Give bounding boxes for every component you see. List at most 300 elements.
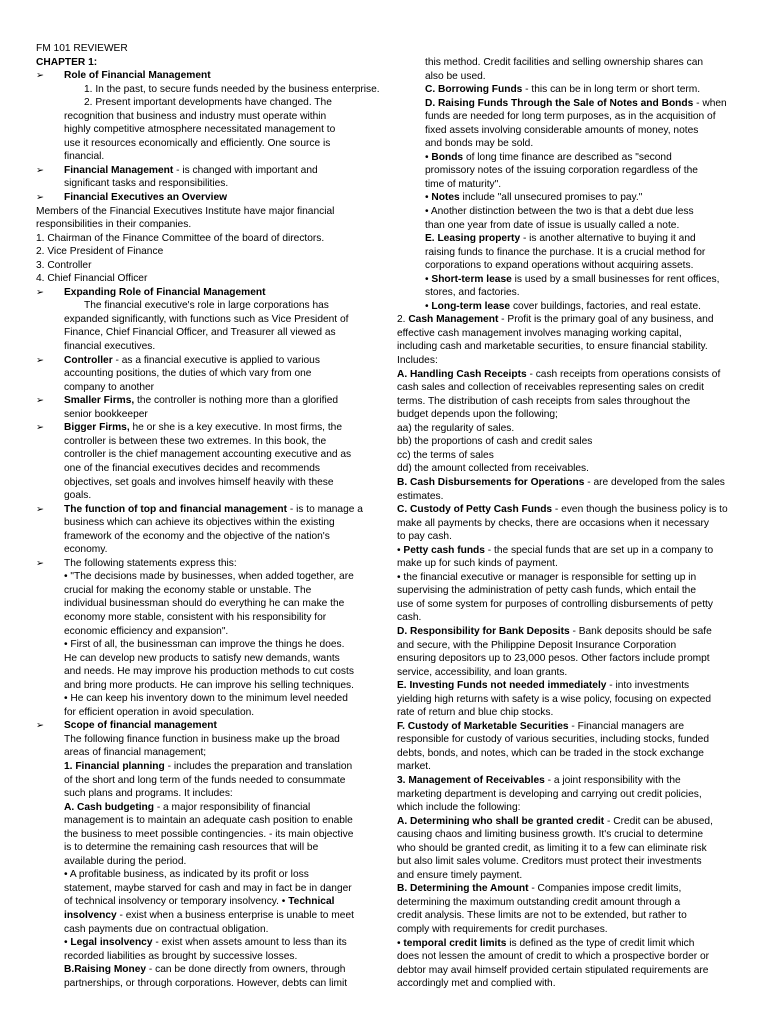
- text-run: for efficient operation in avoid speculation.: [64, 706, 255, 718]
- text-run: framework of the economy and the objective of the nation's: [64, 530, 330, 542]
- text-run: Members of the Financial Executives Institute have major financial: [36, 205, 335, 217]
- text-run: areas of financial management;: [64, 747, 207, 759]
- text-line: [397, 625, 733, 639]
- text-run: - into investments: [606, 680, 690, 692]
- text-line: [36, 150, 388, 164]
- text-line: [397, 679, 733, 693]
- text-run: but also limit sales volume. Creditors must protect their investments: [397, 856, 702, 868]
- text-run: this method. Credit facilities and selling ownership shares can: [425, 57, 704, 68]
- text-run: •: [397, 937, 404, 949]
- bullet-line: [36, 557, 388, 571]
- text-line: [397, 273, 733, 287]
- text-run: - Companies impose credit limits,: [528, 883, 682, 895]
- text-line: [36, 909, 388, 923]
- text-line: [397, 693, 733, 707]
- text-line: [397, 639, 733, 653]
- text-line: [397, 788, 733, 802]
- text-line: [397, 747, 733, 761]
- text-run: - a major responsibility of financial: [154, 801, 311, 813]
- text-line: [36, 584, 388, 598]
- text-run: does not lessen the amount of credit to which a prospective border or: [397, 951, 710, 963]
- text-run: 4. Chief Financial Officer: [36, 273, 148, 285]
- text-run: - cash receipts from operations consists of: [526, 368, 721, 380]
- text-line: [36, 96, 388, 110]
- text-run: •: [64, 937, 71, 949]
- text-line: [36, 177, 388, 191]
- text-run: •: [425, 273, 432, 285]
- bold-term: Short-term lease: [431, 273, 512, 285]
- text-run: financial executives.: [64, 341, 156, 353]
- text-run: - can be done directly from owners, through: [146, 964, 346, 976]
- text-run: use of some system for purposes of controlling disbursements of petty: [397, 598, 713, 610]
- text-run: objectives, set goals and involves himself heavily with these: [64, 476, 334, 488]
- text-line: [36, 652, 388, 666]
- text-line: [36, 340, 388, 354]
- text-line: [397, 476, 733, 490]
- text-line: [397, 977, 733, 991]
- text-run: who should be granted credit, as limiting it to a few can eliminate risk: [397, 842, 707, 854]
- text-line: [397, 449, 733, 463]
- text-run: including cash and marketable securities, to ensure financial stability.: [397, 341, 708, 353]
- text-line: [36, 205, 388, 219]
- bullet-line: [36, 69, 388, 83]
- text-line: [397, 124, 733, 138]
- text-run: - the special funds that are set up in a company to: [484, 544, 714, 556]
- bold-term: temporal credit limits: [403, 937, 507, 949]
- text-run: fixed assets involving considerable amounts of money, notes: [425, 124, 699, 136]
- text-run: service, accessibility, and loan grants.: [397, 666, 568, 678]
- bold-term: Smaller Firms,: [64, 395, 135, 407]
- text-run: •: [397, 544, 404, 556]
- text-run: of the short and long term of the funds needed to consummate: [64, 774, 346, 786]
- bold-term: A. Handling Cash Receipts: [397, 368, 527, 380]
- text-line: [397, 340, 733, 354]
- text-line: [397, 666, 733, 680]
- text-run: partnerships, or through corporations. However, debts can limit: [64, 977, 348, 989]
- right-column-body: [397, 56, 733, 991]
- text-line: [397, 178, 733, 192]
- text-line: [36, 137, 388, 151]
- text-run: use it resources economically and efficiently. One source is: [64, 137, 331, 149]
- text-run: - Profit is the primary goal of any business, and: [498, 314, 714, 326]
- text-run: recorded liabilities as brought by successive losses.: [64, 950, 298, 962]
- text-line: [397, 151, 733, 165]
- text-run: than one year from date of issue is usually called a note.: [425, 219, 680, 231]
- text-line: [397, 815, 733, 829]
- text-run: cash.: [397, 612, 422, 624]
- text-line: [397, 774, 733, 788]
- text-line: [397, 611, 733, 625]
- text-run: financial.: [64, 151, 105, 163]
- text-run: accordingly met and complied with.: [397, 978, 556, 990]
- text-line: [397, 219, 733, 233]
- text-line: [36, 597, 388, 611]
- text-run: 3. Controller: [36, 259, 92, 271]
- bullet-line: [36, 286, 388, 300]
- text-run: cover buildings, factories, and real estate.: [510, 300, 701, 312]
- text-line: [397, 164, 733, 178]
- text-run: estimates.: [397, 490, 444, 502]
- text-run: dd) the amount collected from receivables.: [397, 463, 589, 475]
- text-line: [397, 408, 733, 422]
- text-run: credit analysis. These limits are not to be extended, but rather to: [397, 910, 687, 922]
- text-line: [36, 123, 388, 137]
- text-line: [397, 327, 733, 341]
- text-run: - are developed from the sales: [584, 476, 725, 488]
- text-line: [36, 259, 388, 273]
- text-line: [397, 191, 733, 205]
- text-line: [36, 679, 388, 693]
- text-run: management is to maintain an adequate cash position to enable: [64, 815, 353, 827]
- text-run: • He can keep his inventory down to the minimum level needed: [64, 693, 348, 705]
- text-line: [397, 733, 733, 747]
- text-run: - even though the business policy is to: [552, 504, 728, 516]
- text-run: - includes the preparation and translation: [164, 760, 353, 772]
- text-line: [36, 692, 388, 706]
- text-line: [397, 381, 733, 395]
- text-run: rate of return and blue chip stocks.: [397, 707, 554, 719]
- bold-term: Technical: [288, 896, 335, 908]
- text-line: [36, 516, 388, 530]
- text-run: - as a financial executive is applied to various: [112, 354, 320, 366]
- text-run: - exist when assets amount to less than its: [152, 937, 347, 949]
- text-run: 1. Chairman of the Finance Committee of the board of directors.: [36, 232, 325, 244]
- arrow-bullet-icon: ➢: [36, 70, 44, 82]
- bold-term: Controller: [64, 354, 113, 366]
- text-line: [36, 530, 388, 544]
- bold-term: D. Raising Funds Through the Sale of Notes and Bonds: [425, 97, 694, 109]
- text-run: recognition that business and industry must operate within: [64, 110, 327, 122]
- text-line: [36, 841, 388, 855]
- arrow-bullet-icon: ➢: [36, 503, 44, 515]
- text-line: [397, 462, 733, 476]
- text-run: and needs. He may improve his production methods to cut costs: [64, 666, 354, 678]
- text-run: - when: [693, 97, 727, 109]
- text-line: [36, 774, 388, 788]
- arrow-bullet-icon: ➢: [36, 286, 44, 298]
- text-run: determining the maximum outstanding credit amount through a: [397, 896, 681, 908]
- bold-term: Scope of financial management: [64, 720, 217, 732]
- bold-term: 1. Financial planning: [64, 760, 165, 772]
- text-run: the business to meet possible contingencies. - its main objective: [64, 828, 354, 840]
- text-run: market.: [397, 761, 431, 773]
- text-run: 2.: [397, 314, 409, 326]
- text-line: [36, 110, 388, 124]
- text-line: [36, 814, 388, 828]
- text-line: [36, 923, 388, 937]
- bullet-line: [36, 354, 388, 368]
- text-run: cash payments due on contractual obligation.: [64, 923, 269, 935]
- chapter-heading: CHAPTER 1:: [36, 56, 98, 68]
- text-line: [397, 313, 733, 327]
- arrow-bullet-icon: ➢: [36, 720, 44, 732]
- text-run: economy more stable, consistent with his responsibility for: [64, 611, 327, 623]
- text-run: significant tasks and responsibilities.: [64, 178, 229, 190]
- text-run: controller is between these two extremes. In this book, the: [64, 435, 327, 447]
- text-run: responsibilities in their companies.: [36, 219, 192, 231]
- bullet-line: [36, 394, 388, 408]
- text-run: • the financial executive or manager is responsible for setting up in: [397, 571, 697, 583]
- text-line: [397, 286, 733, 300]
- text-line: [36, 733, 388, 747]
- text-run: also be used.: [425, 70, 486, 82]
- text-line: [397, 801, 733, 815]
- text-line: [36, 746, 388, 760]
- bold-term: insolvency: [64, 910, 117, 921]
- text-line: [397, 56, 733, 70]
- text-line: [36, 232, 388, 246]
- text-line: [397, 896, 733, 910]
- bold-term: Financial Management: [64, 164, 174, 176]
- text-run: cc) the terms of sales: [397, 449, 494, 461]
- bold-term: A. Cash budgeting: [64, 801, 154, 813]
- text-run: - a joint responsibility with the: [544, 774, 681, 786]
- bold-term: Financial Executives an Overview: [64, 192, 228, 204]
- text-run: - Bank deposits should be safe: [569, 625, 712, 637]
- text-line: [36, 787, 388, 801]
- text-line: [397, 760, 733, 774]
- text-line: [397, 300, 733, 314]
- bold-term: Role of Financial Management: [64, 70, 211, 82]
- text-line: [36, 326, 388, 340]
- text-line: [36, 83, 388, 97]
- text-run: • "The decisions made by businesses, when added together, are: [64, 571, 354, 583]
- text-line: [36, 936, 388, 950]
- text-run: goals.: [64, 490, 92, 502]
- text-run: expanded significantly, with functions such as Vice President of: [64, 313, 349, 325]
- bold-term: C. Borrowing Funds: [425, 84, 523, 96]
- text-run: budget depends upon the following;: [397, 409, 558, 421]
- text-line: [397, 83, 733, 97]
- text-run: effective cash management involves managing working capital,: [397, 327, 682, 339]
- bold-term: Long-term lease: [431, 300, 511, 312]
- text-line: [36, 543, 388, 557]
- bold-term: Bonds: [431, 151, 464, 163]
- text-run: • Another distinction between the two is that a debt due less: [425, 206, 694, 218]
- text-line: [397, 720, 733, 734]
- text-line: [36, 299, 388, 313]
- text-run: individual businessman should do everything he can make the: [64, 598, 345, 610]
- left-column: [36, 42, 388, 990]
- text-line: [36, 367, 388, 381]
- text-run: Finance, Chief Financial Officer, and Treasurer all viewed as: [64, 327, 336, 339]
- text-run: yielding high returns with safety is a wise policy, focusing on expected: [397, 693, 712, 705]
- text-line: [36, 272, 388, 286]
- text-line: [36, 625, 388, 639]
- text-line: [397, 923, 733, 937]
- text-run: such plans and programs. It includes:: [64, 788, 233, 800]
- text-line: [36, 408, 388, 422]
- bold-term: E. Leasing property: [425, 233, 521, 245]
- text-line: [36, 462, 388, 476]
- text-line: [397, 232, 733, 246]
- text-run: The financial executive's role in large corporations has: [84, 300, 329, 312]
- text-line: [36, 801, 388, 815]
- text-line: [397, 828, 733, 842]
- text-line: [397, 950, 733, 964]
- text-line: [397, 909, 733, 923]
- text-run: economic efficiency and expansion".: [64, 625, 229, 637]
- text-run: is defined as the type of credit limit which: [506, 937, 695, 949]
- text-line: [36, 977, 388, 991]
- text-line: [397, 869, 733, 883]
- bold-term: Notes: [431, 192, 460, 204]
- text-run: - is changed with important and: [173, 164, 318, 176]
- bullet-line: [36, 191, 388, 205]
- text-line: [397, 354, 733, 368]
- text-run: - is to manage a: [287, 503, 363, 515]
- text-run: ensuring depositors up to 23,000 pesos. Other factors include prompt: [397, 653, 710, 665]
- text-run: controller is the chief management accounting executive and as: [64, 449, 352, 461]
- bullet-line: [36, 164, 388, 178]
- text-line: [36, 489, 388, 503]
- bold-term: B. Cash Disbursements for Operations: [397, 476, 585, 488]
- text-run: and secure, with the Philippine Deposit Insurance Corporation: [397, 639, 677, 651]
- text-line: [397, 855, 733, 869]
- text-run: and bring more products. He can improve his selling techniques.: [64, 679, 354, 691]
- text-line: [397, 964, 733, 978]
- text-run: 2. Present important developments have changed. The: [84, 97, 332, 109]
- text-run: supervising the administration of petty cash funds, which entail the: [397, 585, 696, 597]
- text-run: comply with requirements for credit purchases.: [397, 924, 608, 935]
- text-run: is used by a small businesses for rent offices,: [511, 273, 720, 285]
- document-title: FM 101 REVIEWER: [36, 43, 128, 54]
- arrow-bullet-icon: ➢: [36, 164, 44, 176]
- text-run: The following statements express this:: [64, 557, 237, 569]
- text-run: the controller is nothing more than a glorified: [134, 395, 339, 407]
- text-line: [36, 665, 388, 679]
- text-line: [397, 205, 733, 219]
- text-line: [397, 598, 733, 612]
- text-run: terms. The distribution of cash receipts from sales throughout the: [397, 395, 691, 407]
- text-run: raising funds to finance the purchase. It is a crucial method for: [425, 246, 706, 258]
- text-run: 1. In the past, to secure funds needed by the business enterprise.: [84, 83, 380, 95]
- bullet-line: [36, 719, 388, 733]
- text-line: [36, 638, 388, 652]
- right-column: [397, 56, 733, 991]
- bold-term: B.Raising Money: [64, 964, 147, 976]
- text-run: stores, and factories.: [425, 287, 520, 299]
- text-run: He can develop new products to satisfy new demands, wants: [64, 652, 340, 664]
- text-line: [397, 97, 733, 111]
- text-line: [397, 584, 733, 598]
- text-line: [36, 868, 388, 882]
- text-run: make all payments by checks, there are occasions when it necessary: [397, 517, 709, 529]
- text-line: [36, 435, 388, 449]
- text-line: [36, 855, 388, 869]
- text-line: [36, 245, 388, 259]
- text-run: highly competitive atmosphere necessitated management to: [64, 124, 336, 136]
- text-run: • A profitable business, as indicated by its profit or loss: [64, 869, 309, 881]
- text-line: [36, 963, 388, 977]
- text-line: [36, 218, 388, 232]
- bold-term: D. Responsibility for Bank Deposits: [397, 625, 570, 637]
- text-line: [397, 544, 733, 558]
- text-line: [397, 517, 733, 531]
- text-run: include "all unsecured promises to pay.": [459, 192, 643, 204]
- arrow-bullet-icon: ➢: [36, 422, 44, 434]
- text-line: [36, 950, 388, 964]
- text-run: accounting positions, the duties of which vary from one: [64, 368, 312, 380]
- text-line: [397, 435, 733, 449]
- text-run: - is another alternative to buying it and: [520, 233, 696, 245]
- text-line: [36, 476, 388, 490]
- bold-term: Cash Management: [408, 314, 499, 326]
- text-run: company to another: [64, 381, 155, 393]
- text-line: [397, 571, 733, 585]
- text-run: debtor may avail himself provided certain stipulated requirements are: [397, 964, 709, 976]
- text-run: and bonds may be sold.: [425, 138, 534, 150]
- text-run: - Credit can be abused,: [604, 815, 713, 827]
- arrow-bullet-icon: ➢: [36, 557, 44, 569]
- text-run: • First of all, the businessman can improve the things he does.: [64, 639, 345, 651]
- bold-term: C. Custody of Petty Cash Funds: [397, 504, 553, 516]
- text-run: available during the period.: [64, 855, 187, 867]
- bold-term: E. Investing Funds not needed immediately: [397, 680, 607, 692]
- text-run: business which can achieve its objectives within the existing: [64, 517, 335, 529]
- text-run: statement, maybe starved for cash and may in fact be in danger: [64, 882, 352, 894]
- text-line: [36, 828, 388, 842]
- text-line: [36, 381, 388, 395]
- bold-term: Legal insolvency: [70, 937, 153, 949]
- text-line: [36, 706, 388, 720]
- left-column-body: [36, 69, 388, 990]
- text-line: [36, 895, 388, 909]
- text-line: [397, 422, 733, 436]
- text-run: economy.: [64, 544, 108, 556]
- text-run: marketing department is developing and carrying out credit policies,: [397, 788, 702, 800]
- text-line: [397, 259, 733, 273]
- bold-term: Petty cash funds: [403, 544, 485, 556]
- text-run: Includes:: [397, 355, 438, 367]
- text-line: [397, 490, 733, 504]
- text-line: [397, 882, 733, 896]
- bold-term: B. Determining the Amount: [397, 883, 529, 895]
- text-run: crucial for making the economy stable or unstable. The: [64, 584, 312, 596]
- text-line: [397, 842, 733, 856]
- text-run: causing chaos and limiting business growth. It's crucial to determine: [397, 829, 704, 841]
- bold-term: The function of top and financial management: [64, 503, 288, 515]
- text-run: and ensure timely payment.: [397, 869, 523, 881]
- text-run: to pay cash.: [397, 531, 452, 543]
- text-line: [397, 395, 733, 409]
- text-run: he or she is a key executive. In most firms, the: [129, 422, 342, 434]
- text-line: [36, 313, 388, 327]
- text-run: •: [425, 300, 432, 312]
- text-run: aa) the regularity of sales.: [397, 422, 515, 434]
- text-line: [397, 652, 733, 666]
- text-run: of technical insolvency or temporary insolvency. •: [64, 896, 289, 908]
- text-line: [397, 137, 733, 151]
- bold-term: Bigger Firms,: [64, 422, 130, 434]
- text-run: is to determine the remaining cash resources that will be: [64, 842, 319, 854]
- text-run: one of the financial executives decides and recommends: [64, 462, 320, 474]
- text-run: which include the following:: [397, 802, 521, 814]
- text-run: debts, bonds, and notes, which can be traded in the stock exchange: [397, 747, 704, 759]
- text-run: responsible for custody of various securities, including stocks, funded: [397, 734, 710, 746]
- bullet-line: [36, 503, 388, 517]
- text-run: •: [425, 192, 432, 204]
- text-run: 2. Vice President of Finance: [36, 246, 164, 258]
- text-line: [397, 530, 733, 544]
- text-run: bb) the proportions of cash and credit sales: [397, 436, 593, 448]
- text-run: The following finance function in business make up the broad: [64, 733, 340, 745]
- arrow-bullet-icon: ➢: [36, 192, 44, 204]
- text-line: [397, 368, 733, 382]
- text-line: [36, 448, 388, 462]
- text-line: [397, 706, 733, 720]
- bold-term: A. Determining who shall be granted credit: [397, 815, 605, 827]
